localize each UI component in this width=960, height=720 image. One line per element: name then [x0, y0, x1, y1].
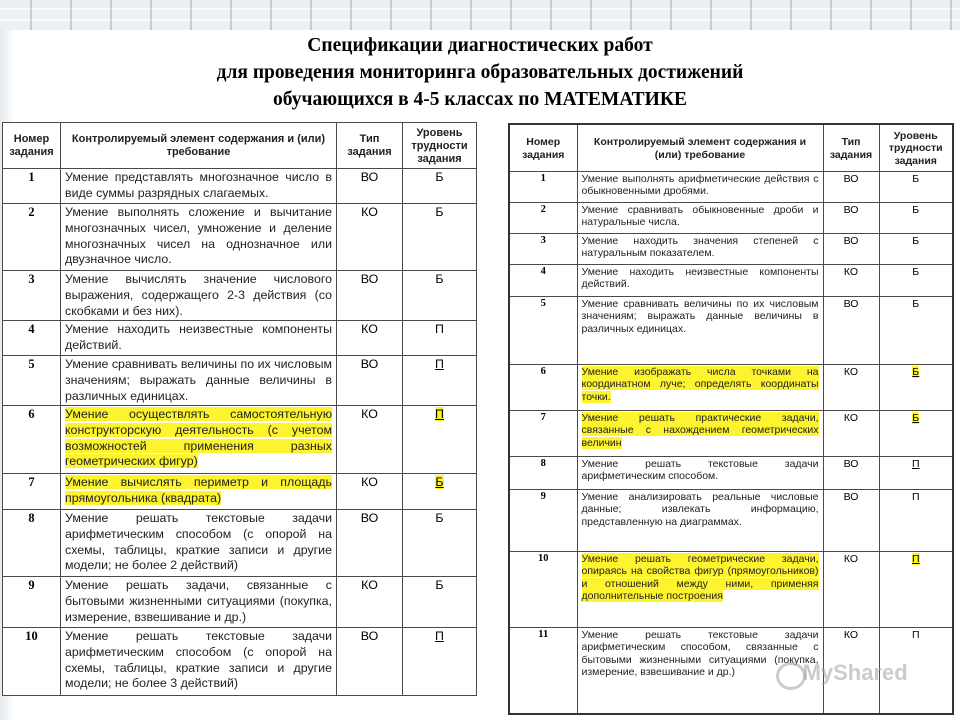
table-row [3, 628, 477, 696]
table-row [3, 406, 477, 474]
highlighted-level: Б [912, 412, 920, 424]
task-element: Умение решать текстовые задачи арифметическим способом, связанные с бытовыми жизненными ситуациями (покупка, измерение, взвешивание и др.) [577, 628, 823, 714]
table-row [509, 203, 953, 234]
task-level: Б [403, 510, 477, 577]
task-number: 7 [3, 474, 61, 510]
table-row [3, 271, 477, 321]
page-title [120, 32, 840, 113]
task-type: КО [823, 411, 879, 457]
task-type: ВО [337, 271, 403, 321]
table-row [3, 577, 477, 628]
task-type: КО [337, 204, 403, 271]
task-element-highlighted [61, 474, 337, 510]
task-type: КО [337, 321, 403, 356]
task-type: ВО [823, 297, 879, 365]
task-type: ВО [823, 457, 879, 490]
task-element: Умение вычислять значение числового выражения, содержащего 2-3 действия (со скобками и без них). [61, 271, 337, 321]
highlighted-text: Умение изображать числа точками на координатном луче; определять координаты точки. [581, 366, 819, 403]
table-row [509, 297, 953, 365]
task-number: 4 [509, 265, 577, 297]
task-element: Умение находить неизвестные компоненты действий. [61, 321, 337, 356]
task-element-highlighted [577, 365, 823, 411]
title-line-1: Спецификации диагностических работ [307, 35, 653, 56]
task-level: П [403, 321, 477, 356]
table-row [509, 172, 953, 203]
task-element: Умение выполнять сложение и вычитание многозначных чисел, умножение и деление многозначных чисел на однозначное или двузначное число. [61, 204, 337, 271]
task-level: Б [879, 265, 953, 297]
task-type: ВО [337, 356, 403, 406]
task-type: КО [823, 628, 879, 714]
task-element: Умение решать текстовые задачи арифметическим способом. [577, 457, 823, 490]
highlighted-text: Умение решать геометрические задачи, опираясь на свойства фигур (прямоугольников) и отношений между ними, применяя дополнительные построения [581, 553, 819, 603]
header-task-number: Номер задания [3, 123, 61, 169]
task-number: 10 [509, 552, 577, 628]
task-number: 3 [3, 271, 61, 321]
task-number: 3 [509, 234, 577, 265]
highlighted-text: Умение вычислять периметр и площадь прямоугольника (квадрата) [65, 475, 332, 505]
task-type: ВО [337, 510, 403, 577]
task-element: Умение решать текстовые задачи арифметическим способом (с опорой на схемы, таблицы, краткие записи и другие модели; не более 3 действий) [61, 628, 337, 696]
table-row [509, 411, 953, 457]
table-row [3, 474, 477, 510]
task-type: ВО [823, 234, 879, 265]
table-row [509, 457, 953, 490]
table-row [3, 169, 477, 204]
task-level: П [879, 457, 953, 490]
task-level: Б [403, 204, 477, 271]
title-line-2: для проведения мониторинга образовательных достижений [216, 62, 744, 83]
task-type: КО [337, 577, 403, 628]
task-level: Б [403, 169, 477, 204]
task-type: КО [823, 265, 879, 297]
task-type: ВО [337, 628, 403, 696]
task-number: 6 [3, 406, 61, 474]
header-difficulty-level: Уровень трудности задания [403, 123, 477, 169]
title-line-3: обучающихся в 4-5 классах по МАТЕМАТИКЕ [273, 89, 687, 110]
table-row [509, 265, 953, 297]
task-number: 2 [509, 203, 577, 234]
table-row [509, 490, 953, 552]
task-element-highlighted [61, 406, 337, 474]
task-element: Умение сравнивать обыкновенные дроби и натуральные числа. [577, 203, 823, 234]
task-level: Б [403, 577, 477, 628]
table-row [509, 365, 953, 411]
highlighted-level: П [911, 553, 920, 565]
task-type: ВО [823, 490, 879, 552]
task-element: Умение решать задачи, связанные с бытовыми жизненными ситуациями (покупка, измерение, взвешивание и др.) [61, 577, 337, 628]
task-level: П [403, 356, 477, 406]
task-element: Умение сравнивать величины по их числовым значениям; выражать данные величины в различных единицах. [61, 356, 337, 406]
header-task-number: Номер задания [509, 124, 577, 172]
table-row [3, 204, 477, 271]
header-task-type: Тип задания [337, 123, 403, 169]
decorative-header-strip [0, 0, 960, 30]
table-row [3, 356, 477, 406]
task-number: 10 [3, 628, 61, 696]
highlighted-level: П [435, 407, 444, 421]
watermark [772, 660, 908, 686]
task-level: П [879, 490, 953, 552]
highlighted-level: Б [912, 366, 920, 378]
task-number: 2 [3, 204, 61, 271]
task-type: ВО [823, 172, 879, 203]
table-row [3, 321, 477, 356]
table-row [509, 552, 953, 628]
table-header-row [509, 124, 953, 172]
task-element-highlighted [577, 411, 823, 457]
task-level [403, 406, 477, 474]
task-number: 5 [509, 297, 577, 365]
task-element: Умение решать текстовые задачи арифметическим способом (с опорой на схемы, таблицы, краткие записи и другие модели; не более 2 действий) [61, 510, 337, 577]
task-type: ВО [337, 169, 403, 204]
task-level [879, 552, 953, 628]
table-row [509, 234, 953, 265]
task-level: Б [403, 271, 477, 321]
task-number: 6 [509, 365, 577, 411]
task-level: П [403, 628, 477, 696]
task-number: 8 [509, 457, 577, 490]
task-element: Умение анализировать реальные числовые данные; извлекать информацию, представленную на диаграммах. [577, 490, 823, 552]
table-header-row [3, 123, 477, 169]
header-controlled-element: Контролируемый элемент содержания и (или) требование [577, 124, 823, 172]
task-level [403, 474, 477, 510]
task-element: Умение находить неизвестные компоненты действий. [577, 265, 823, 297]
task-level [879, 411, 953, 457]
highlighted-text: Умение решать практические задачи, связанные с нахождением геометрических величин [581, 412, 819, 449]
task-element: Умение выполнять арифметические действия с обыкновенными дробями. [577, 172, 823, 203]
task-type: КО [823, 365, 879, 411]
header-task-type: Тип задания [823, 124, 879, 172]
task-level: Б [879, 297, 953, 365]
task-level: Б [879, 172, 953, 203]
task-number: 7 [509, 411, 577, 457]
task-element-highlighted [577, 552, 823, 628]
task-number: 4 [3, 321, 61, 356]
task-type: КО [337, 474, 403, 510]
task-level: Б [879, 203, 953, 234]
highlighted-text: Умение осуществлять самостоятельную конструкторскую деятельность (с учетом возможностей применения разных геометрических фигур) [65, 407, 332, 469]
specification-table-grade-5 [508, 123, 954, 715]
watermark-text: MyShared [802, 660, 908, 685]
task-type: КО [337, 406, 403, 474]
specification-table-grade-4 [2, 122, 477, 696]
header-controlled-element: Контролируемый элемент содержания и (или) требование [61, 123, 337, 169]
task-type: ВО [823, 203, 879, 234]
task-number: 1 [509, 172, 577, 203]
task-type: КО [823, 552, 879, 628]
task-number: 9 [509, 490, 577, 552]
header-difficulty-level: Уровень трудности задания [879, 124, 953, 172]
task-element: Умение представлять многозначное число в виде суммы разрядных слагаемых. [61, 169, 337, 204]
highlighted-level: Б [435, 475, 444, 489]
task-element: Умение находить значения степеней с натуральным показателем. [577, 234, 823, 265]
task-level: Б [879, 234, 953, 265]
task-number: 8 [3, 510, 61, 577]
task-number: 5 [3, 356, 61, 406]
task-number: 9 [3, 577, 61, 628]
task-element: Умение сравнивать величины по их числовым значениям; выражать данные величины в различных единицах. [577, 297, 823, 365]
task-level: П [879, 628, 953, 714]
task-level [879, 365, 953, 411]
task-number: 11 [509, 628, 577, 714]
task-number: 1 [3, 169, 61, 204]
table-row [3, 510, 477, 577]
